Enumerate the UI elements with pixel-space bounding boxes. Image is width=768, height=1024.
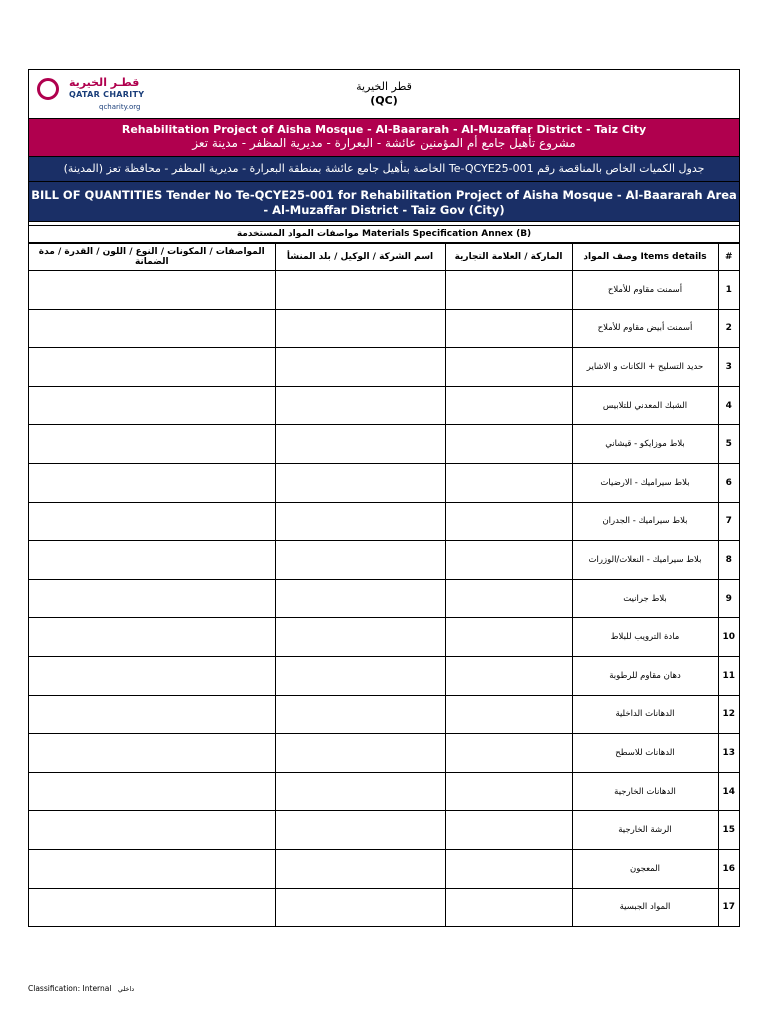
specs-cell[interactable] bbox=[29, 734, 275, 773]
table-row bbox=[29, 656, 739, 695]
company-cell[interactable] bbox=[275, 695, 445, 734]
annex-title: مواصفات المواد المستخدمة Materials Specification Annex (B) bbox=[29, 226, 739, 243]
brand-cell[interactable] bbox=[445, 541, 572, 580]
specs-cell[interactable] bbox=[29, 849, 275, 888]
company-cell[interactable] bbox=[275, 541, 445, 580]
company-cell[interactable] bbox=[275, 386, 445, 425]
row-number-cell: 1 bbox=[718, 271, 739, 310]
brand-cell[interactable] bbox=[445, 579, 572, 618]
project-title-ar: مشروع تأهيل جامع أم المؤمنين عائشة - البعرارة - مديرية المظفر - مدينة تعز bbox=[192, 136, 576, 150]
brand-cell[interactable] bbox=[445, 656, 572, 695]
logo-arabic-text: قطـر الخيرية bbox=[69, 76, 140, 89]
materials-table bbox=[29, 243, 739, 926]
specs-cell[interactable] bbox=[29, 618, 275, 657]
brand-cell[interactable] bbox=[445, 734, 572, 773]
table-row bbox=[29, 271, 739, 310]
item-description-cell: أسمنت أبيض مقاوم للأملاح bbox=[572, 309, 718, 348]
boq-title-en: BILL OF QUANTITIES Tender No Te-QCYE25-001 for Rehabilitation Project of Aisha Mosque - Al-Baararah Area - Al-Muzaffar District - Taiz Gov (City) bbox=[31, 188, 737, 217]
brand-cell[interactable] bbox=[445, 849, 572, 888]
row-number-cell: 17 bbox=[718, 888, 739, 926]
row-number-cell: 4 bbox=[718, 386, 739, 425]
specs-cell[interactable] bbox=[29, 348, 275, 387]
company-cell[interactable] bbox=[275, 772, 445, 811]
item-description-cell: بلاط موزايكو - قيشاني bbox=[572, 425, 718, 464]
row-number-cell: 10 bbox=[718, 618, 739, 657]
item-description-cell: دهان مقاوم للرطوبة bbox=[572, 656, 718, 695]
company-cell[interactable] bbox=[275, 309, 445, 348]
brand-cell[interactable] bbox=[445, 309, 572, 348]
row-number-cell: 11 bbox=[718, 656, 739, 695]
company-cell[interactable] bbox=[275, 463, 445, 502]
logo-english-text: QATAR CHARITY bbox=[69, 90, 145, 99]
item-description-cell: بلاط سيراميك - الجدران bbox=[572, 502, 718, 541]
boq-title-ar: جدول الكميات الخاص بالمناقصة رقم Te-QCYE25-001 الخاصة بتأهيل جامع عائشة بمنطقة البعرارة - مديرية المظفر - محافظة تعز (المدينة) bbox=[63, 162, 705, 175]
boq-title-en-band bbox=[29, 182, 739, 222]
col-header-company: اسم الشركة / الوكيل / بلد المنشأ bbox=[275, 244, 445, 271]
brand-cell[interactable] bbox=[445, 271, 572, 310]
company-cell[interactable] bbox=[275, 502, 445, 541]
row-number-cell: 6 bbox=[718, 463, 739, 502]
bill-of-quantities-sheet bbox=[28, 69, 740, 927]
table-row bbox=[29, 463, 739, 502]
specs-cell[interactable] bbox=[29, 772, 275, 811]
col-header-specs: المواصفات / المكونات / النوع / اللون / القدرة / مدة الضمانة bbox=[29, 244, 275, 271]
table-row bbox=[29, 541, 739, 580]
table-row bbox=[29, 849, 739, 888]
col-header-brand: الماركة / العلامة التجارية bbox=[445, 244, 572, 271]
table-row bbox=[29, 695, 739, 734]
qatar-charity-logo bbox=[35, 76, 155, 114]
row-number-cell: 12 bbox=[718, 695, 739, 734]
company-cell[interactable] bbox=[275, 579, 445, 618]
company-cell[interactable] bbox=[275, 425, 445, 464]
specs-cell[interactable] bbox=[29, 695, 275, 734]
row-number-cell: 3 bbox=[718, 348, 739, 387]
table-row bbox=[29, 579, 739, 618]
row-number-cell: 16 bbox=[718, 849, 739, 888]
company-cell[interactable] bbox=[275, 618, 445, 657]
company-cell[interactable] bbox=[275, 734, 445, 773]
sheet-header bbox=[29, 70, 739, 119]
brand-cell[interactable] bbox=[445, 772, 572, 811]
item-description-cell: بلاط جرانيت bbox=[572, 579, 718, 618]
brand-cell[interactable] bbox=[445, 618, 572, 657]
specs-cell[interactable] bbox=[29, 502, 275, 541]
row-number-cell: 2 bbox=[718, 309, 739, 348]
item-description-cell: الدهانات للاسطح bbox=[572, 734, 718, 773]
specs-cell[interactable] bbox=[29, 541, 275, 580]
item-description-cell: الرشة الخارجية bbox=[572, 811, 718, 850]
item-description-cell: المواد الجبسية bbox=[572, 888, 718, 926]
org-code: (QC) bbox=[370, 94, 398, 107]
table-row bbox=[29, 386, 739, 425]
company-cell[interactable] bbox=[275, 271, 445, 310]
row-number-cell: 8 bbox=[718, 541, 739, 580]
boq-title-ar-band bbox=[29, 157, 739, 182]
table-row bbox=[29, 888, 739, 926]
row-number-cell: 5 bbox=[718, 425, 739, 464]
classification-footer bbox=[28, 984, 134, 993]
classification-label-ar: داخلي bbox=[117, 985, 135, 993]
brand-cell[interactable] bbox=[445, 888, 572, 926]
table-row bbox=[29, 811, 739, 850]
brand-cell[interactable] bbox=[445, 425, 572, 464]
project-title-en: Rehabilitation Project of Aisha Mosque - Al-Baararah - Al-Muzaffar District - Taiz City bbox=[121, 123, 647, 136]
brand-cell[interactable] bbox=[445, 386, 572, 425]
brand-cell[interactable] bbox=[445, 695, 572, 734]
project-title-band bbox=[29, 119, 739, 157]
item-description-cell: بلاط سيراميك - النعلات/الوزرات bbox=[572, 541, 718, 580]
brand-cell[interactable] bbox=[445, 463, 572, 502]
col-header-items: وصف المواد Items details bbox=[572, 244, 718, 271]
table-row bbox=[29, 348, 739, 387]
row-number-cell: 14 bbox=[718, 772, 739, 811]
specs-cell[interactable] bbox=[29, 309, 275, 348]
item-description-cell: الدهانات الخارجية bbox=[572, 772, 718, 811]
classification-label: Classification: Internal bbox=[28, 984, 112, 993]
item-description-cell: مادة الترويب للبلاط bbox=[572, 618, 718, 657]
row-number-cell: 13 bbox=[718, 734, 739, 773]
specs-cell[interactable] bbox=[29, 888, 275, 926]
specs-cell[interactable] bbox=[29, 425, 275, 464]
specs-cell[interactable] bbox=[29, 656, 275, 695]
specs-cell[interactable] bbox=[29, 811, 275, 850]
table-row bbox=[29, 772, 739, 811]
item-description-cell: الدهانات الداخلية bbox=[572, 695, 718, 734]
company-cell[interactable] bbox=[275, 849, 445, 888]
item-description-cell: أسمنت مقاوم للأملاح bbox=[572, 271, 718, 310]
item-description-cell: بلاط سيراميك - الارضيات bbox=[572, 463, 718, 502]
item-description-cell: المعجون bbox=[572, 849, 718, 888]
brand-cell[interactable] bbox=[445, 811, 572, 850]
table-row bbox=[29, 425, 739, 464]
item-description-cell: الشبك المعدني للتلابيس bbox=[572, 386, 718, 425]
specs-cell[interactable] bbox=[29, 271, 275, 310]
brand-cell[interactable] bbox=[445, 502, 572, 541]
row-number-cell: 9 bbox=[718, 579, 739, 618]
logo-url-text: qcharity.org bbox=[99, 103, 141, 111]
item-description-cell: حديد التسليح + الكانات و الاشاير bbox=[572, 348, 718, 387]
company-cell[interactable] bbox=[275, 811, 445, 850]
org-title bbox=[356, 80, 412, 108]
col-header-num: # bbox=[718, 244, 739, 271]
table-row bbox=[29, 734, 739, 773]
specs-cell[interactable] bbox=[29, 579, 275, 618]
logo-ring-icon bbox=[37, 78, 59, 100]
table-header-row bbox=[29, 244, 739, 271]
table-row bbox=[29, 502, 739, 541]
company-cell[interactable] bbox=[275, 888, 445, 926]
row-number-cell: 15 bbox=[718, 811, 739, 850]
brand-cell[interactable] bbox=[445, 348, 572, 387]
specs-cell[interactable] bbox=[29, 386, 275, 425]
row-number-cell: 7 bbox=[718, 502, 739, 541]
company-cell[interactable] bbox=[275, 348, 445, 387]
table-row bbox=[29, 618, 739, 657]
org-name-ar: قطر الخيرية bbox=[356, 80, 412, 93]
specs-cell[interactable] bbox=[29, 463, 275, 502]
company-cell[interactable] bbox=[275, 656, 445, 695]
table-row bbox=[29, 309, 739, 348]
